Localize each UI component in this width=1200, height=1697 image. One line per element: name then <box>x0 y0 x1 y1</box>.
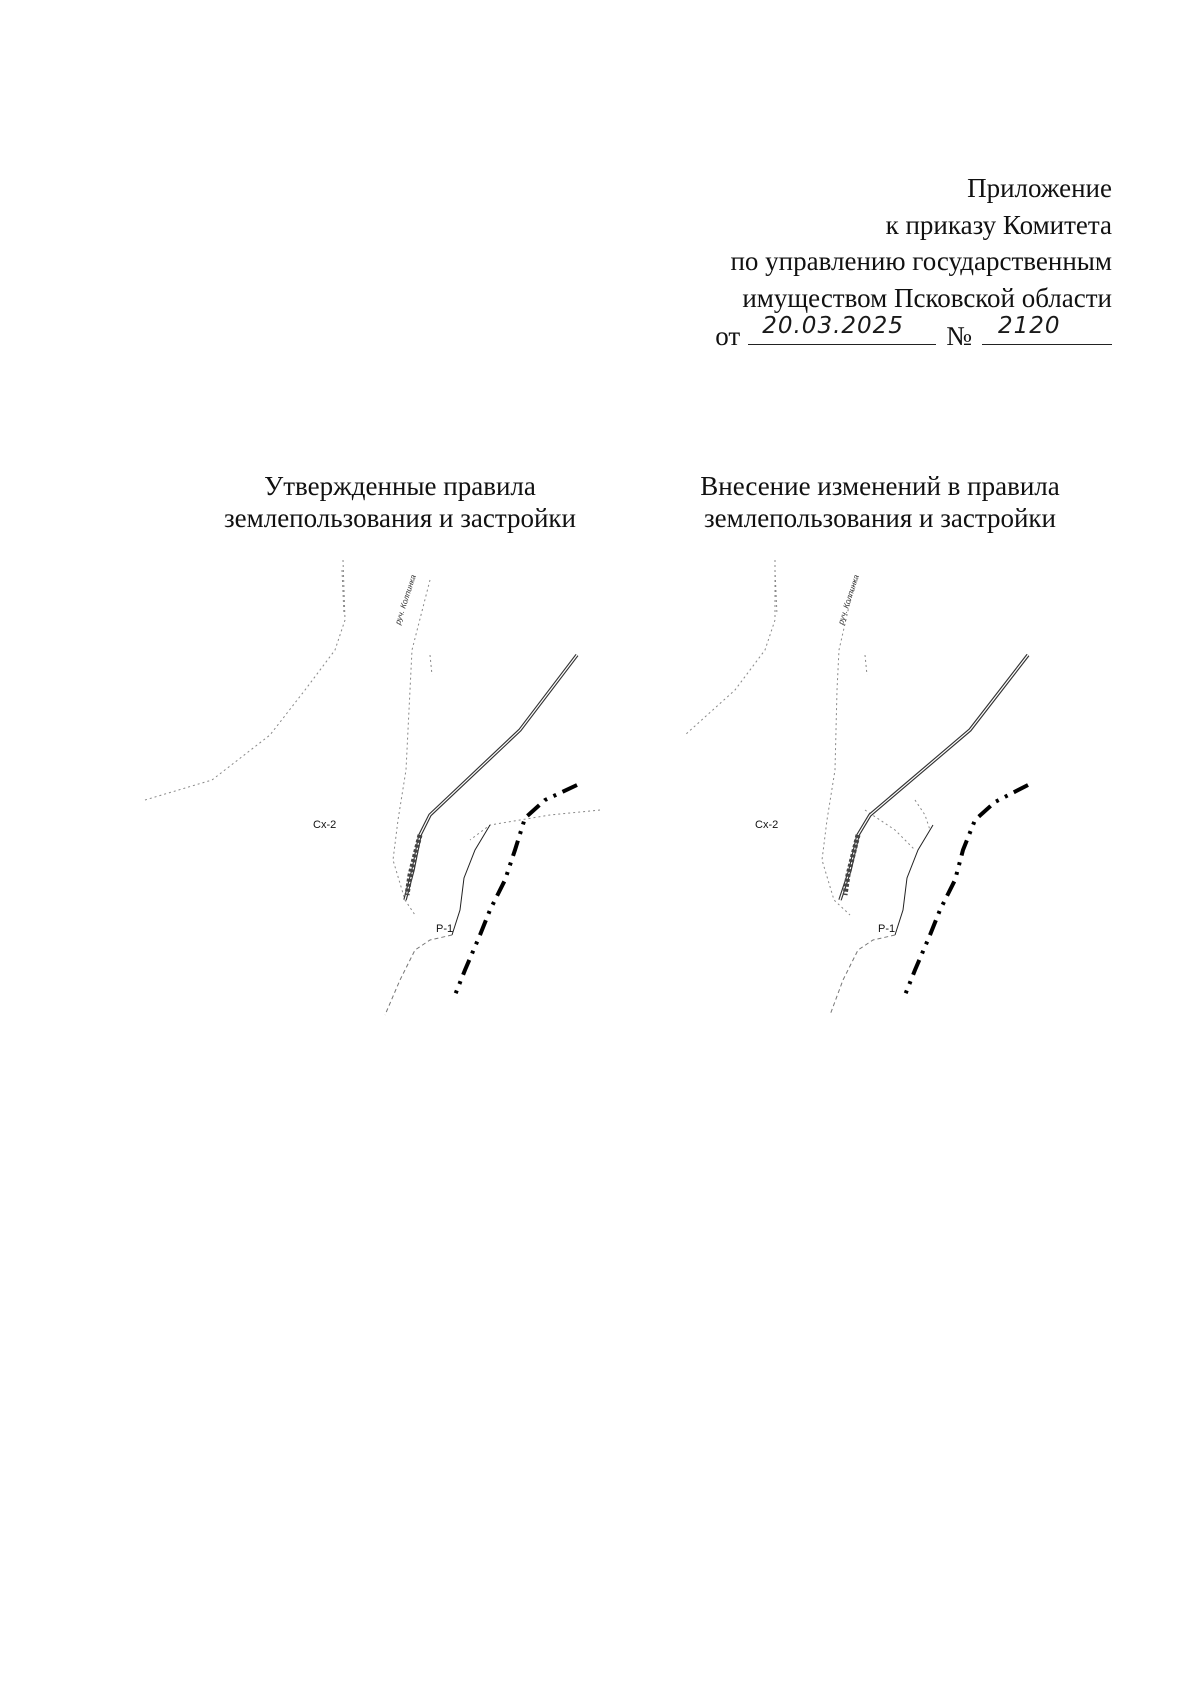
approval-committee-line: по управлению государственным <box>730 246 1112 276</box>
zone-label-r1: Р-1 <box>878 923 896 935</box>
amended-rules-map <box>615 560 1115 1020</box>
approved-rules-title-line2: землепользования и застройки <box>223 503 576 533</box>
date-prefix: от <box>715 321 741 351</box>
approval-order-line: к приказу Комитета <box>885 209 1112 240</box>
river-line <box>385 935 452 1015</box>
date-field <box>748 312 936 345</box>
zone-boundary <box>895 825 933 935</box>
zone-label-sx2: Сх-2 <box>755 819 779 831</box>
amended-rules-title-line2: землепользования и застройки <box>703 503 1056 533</box>
amended-rules-title-line1: Внесение изменений в правила <box>700 471 1060 501</box>
faint-boundaries <box>685 560 930 915</box>
approval-block <box>715 170 1112 355</box>
stream-label: руч. Колпинка <box>836 573 861 626</box>
approved-rules-title-line1: Утвержденные правила <box>264 471 536 501</box>
number-field <box>982 312 1112 345</box>
approved-rules-map <box>130 560 630 1020</box>
approved-rules-title <box>180 470 620 534</box>
zone-boundary <box>452 825 490 935</box>
zone-label-sx2: Сх-2 <box>313 819 337 831</box>
stream-label: руч. Колпинка <box>393 573 418 626</box>
amended-map-svg <box>615 560 1115 1020</box>
approval-date-number-row <box>715 312 1112 355</box>
settlement-boundary <box>905 785 1028 995</box>
faint-boundaries <box>145 560 600 915</box>
approved-map-svg <box>130 560 630 1020</box>
road-line <box>405 655 577 900</box>
road-centerline <box>840 655 1028 900</box>
zone-label-r1: Р-1 <box>436 923 454 935</box>
amended-rules-title <box>660 470 1100 534</box>
approval-heading: Приложение <box>967 173 1112 203</box>
handwritten-date: 20.03.2025 <box>762 312 904 339</box>
approval-region-line: имуществом Псковской области <box>742 282 1112 313</box>
handwritten-number: 2120 <box>998 312 1061 339</box>
number-prefix: № <box>946 321 972 351</box>
settlement-boundary <box>455 785 577 995</box>
river-line <box>830 935 895 1015</box>
